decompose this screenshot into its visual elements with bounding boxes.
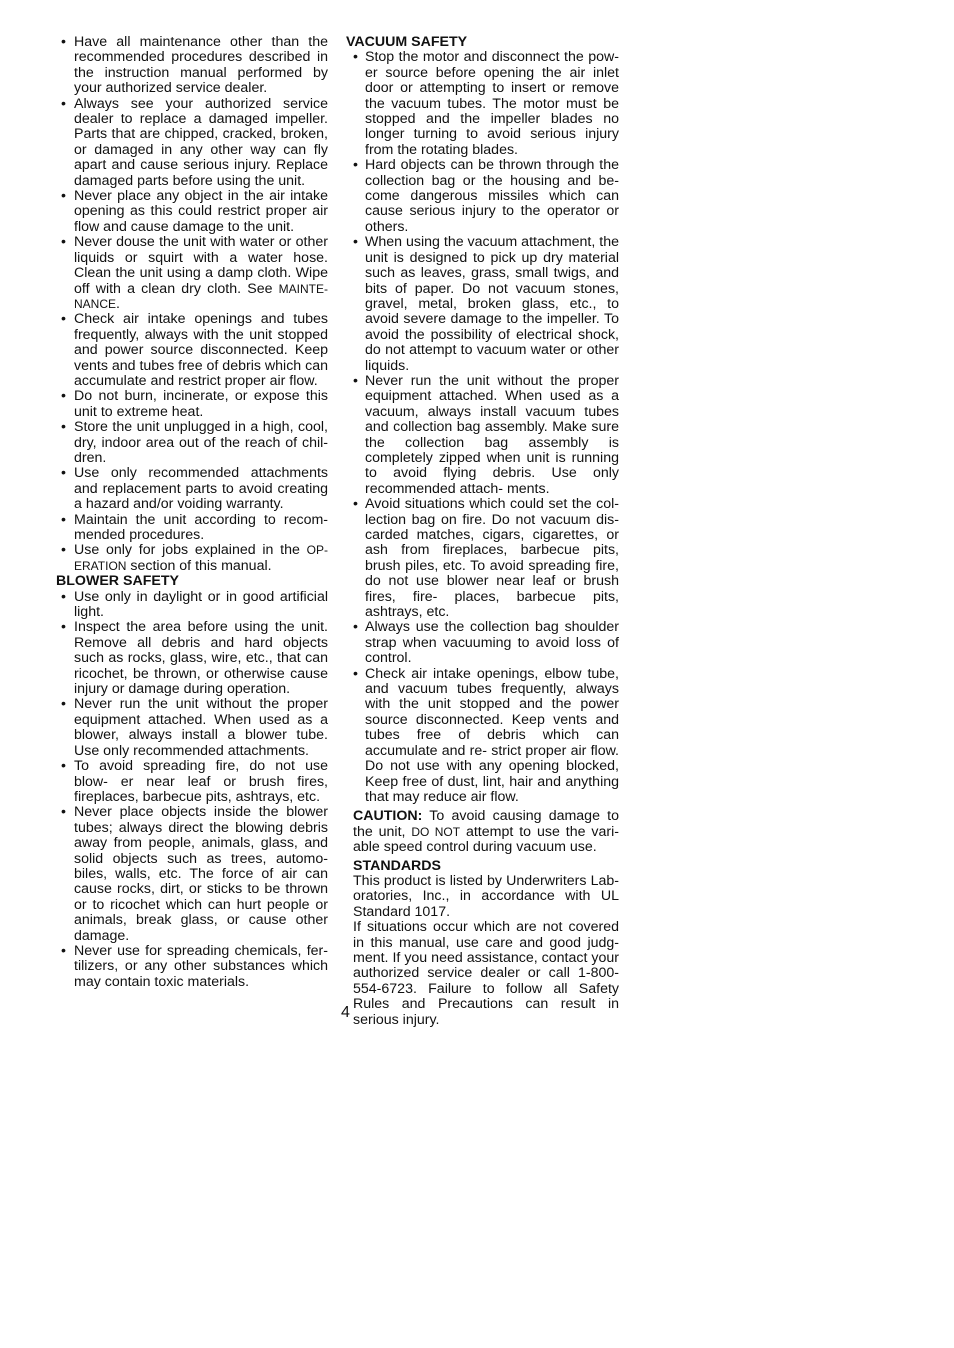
list-item: • Never place objects inside the blower tubes; always direct the blowing debris away from people, animals, glass, and solid objects such as trees, automo- biles, walls, etc. The force of air can cause rocks, dirt, or sticks to be thrown or to ricochet which can hurt people or animals, break glass, or cause other damage.: [56, 805, 328, 944]
list-item: • Hard objects can be thrown through the collection bag or the housing and be- come dangerous missiles which can cause serious injury to the operator or others.: [346, 158, 619, 235]
list-item: [56, 543, 328, 574]
list-item: • Stop the motor and disconnect the pow- er source before opening the air inlet door or attempting to insert or remove the vacuum tubes. The motor must be stopped and the impeller blades no longer turning to avoid serious injury from the rotating blades.: [346, 50, 619, 158]
list-item: • Never place any object in the air intake opening as this could restrict proper air flow and cause damage to the unit.: [56, 189, 328, 235]
general-safety-list: [56, 35, 328, 574]
standards-heading: STANDARDS: [353, 857, 442, 874]
list-item: • Always use the collection bag shoulder strap when vacuuming to avoid loss of control.: [346, 620, 619, 666]
list-item: • Always see your authorized service dealer to replace a damaged impeller. Parts that are chipped, cracked, broken, or damaged in any other way can fly apart and cause serious injury. Replace damaged parts before using the unit.: [56, 97, 328, 189]
list-item: [56, 235, 328, 312]
left-column: [56, 35, 328, 990]
list-item: • Use only recommended attachments and replacement parts to avoid creating a hazard and/or voiding warranty.: [56, 466, 328, 512]
list-item: • Use only in daylight or in good artificial light.: [56, 590, 328, 621]
operation-reference: OP- ERATION: [74, 543, 328, 573]
caution-text-b: attempt to use the vari- able speed control during vacuum use.: [353, 823, 619, 856]
list-item: • Avoid situations which could set the col- lection bag on fire. Do not vacuum dis- carded matches, cigars, cigarettes, or ash from fireplaces, barbecue pits, brush piles, etc. To avoid spreading fire, do not use blower near leaf or brush fires, fire- places, barbecue pits, ashtrays, etc.: [346, 497, 619, 620]
list-item: • Maintain the unit according to recom- mended procedures.: [56, 513, 328, 544]
list-item: • Do not burn, incinerate, or expose this unit to extreme heat.: [56, 389, 328, 420]
list-item: • Inspect the area before using the unit. Remove all debris and hard objects such as rocks, glass, wire, etc., that can ricochet, be thrown, or otherwise cause injury or damage during operation.: [56, 620, 328, 697]
blower-safety-heading: BLOWER SAFETY: [56, 573, 179, 590]
list-item: • To avoid spreading fire, do not use blow- er near leaf or brush fires, fireplaces, barbecue pits, ashtrays, etc.: [56, 759, 328, 805]
item-end: .: [116, 295, 120, 312]
list-item: • When using the vacuum attachment, the unit is designed to pick up dry material such as leaves, grass, small twigs, and bits of paper. Do not vacuum stones, gravel, metal, broken glass, etc., to avoid severe damage to the impeller. To avoid the possibility of electrical shock, do not attempt to vacuum water or other liquids.: [346, 235, 619, 374]
standards-paragraph-2: If situations occur which are not covered in this manual, use care and good judg- ment. If you need assistance, contact your authorized service dealer or call 1-800-554-6723. Failure to follow all Safety Rules and Precautions can result in serious injury.: [353, 919, 619, 1028]
item-text: Never douse the unit with water or other liquids or squirt with a water hose. Clean the unit using a damp cloth. Wipe off with a clean dry cloth. See: [74, 234, 328, 297]
item-text: Use only for jobs explained in the: [74, 542, 307, 559]
standards-paragraph-1: This product is listed by Underwriters Lab- oratories, Inc., in accordance with UL Standard 1017.: [353, 872, 619, 920]
caution-text-a: To avoid causing damage to the unit,: [353, 808, 619, 840]
list-item: • Check air intake openings and tubes frequently, always with the unit stopped and power source disconnected. Keep vents and tubes free of debris which can accumulate and restrict proper air flow.: [56, 312, 328, 389]
list-item: • Never run the unit without the proper equipment attached. When used as a vacuum, always install vacuum tubes and collection bag assembly. Make sure the collection bag assembly is completely zipped when unit is running to avoid flying debris. Use only recommended attach- ments.: [346, 374, 619, 497]
list-item: • Never use for spreading chemicals, fer- tilizers, or any other substances which may contain toxic materials.: [56, 944, 328, 990]
caution-paragraph: [346, 809, 619, 855]
right-column: [346, 35, 619, 1028]
list-item: • Have all maintenance other than the recommended procedures described in the instruction manual performed by your authorized service dealer.: [56, 35, 328, 97]
vacuum-safety-list: [346, 50, 619, 805]
item-end: section of this manual.: [126, 557, 272, 574]
vacuum-safety-heading: VACUUM SAFETY: [346, 34, 468, 50]
maintenance-reference: MAINTE- NANCE: [74, 281, 328, 311]
blower-safety-list: [56, 590, 328, 991]
caution-label: CAUTION:: [353, 808, 423, 825]
list-item: • Never run the unit without the proper equipment attached. When used as a blower, always install a blower tube. Use only recommended attachments.: [56, 697, 328, 759]
page-number: 4: [341, 1004, 350, 1021]
list-item: • Check air intake openings, elbow tube, and vacuum tubes frequently, always with the unit stopped and the power source disconnected. Keep vents and tubes free of debris which can accumulate and re- strict proper air flow. Do not use with any opening blocked, Keep free of dust, lint, hair and anything that may reduce air flow.: [346, 667, 619, 806]
list-item: • Store the unit unplugged in a high, cool, dry, indoor area out of the reach of chil- dren.: [56, 420, 328, 466]
do-not-emphasis: DO NOT: [411, 824, 461, 839]
